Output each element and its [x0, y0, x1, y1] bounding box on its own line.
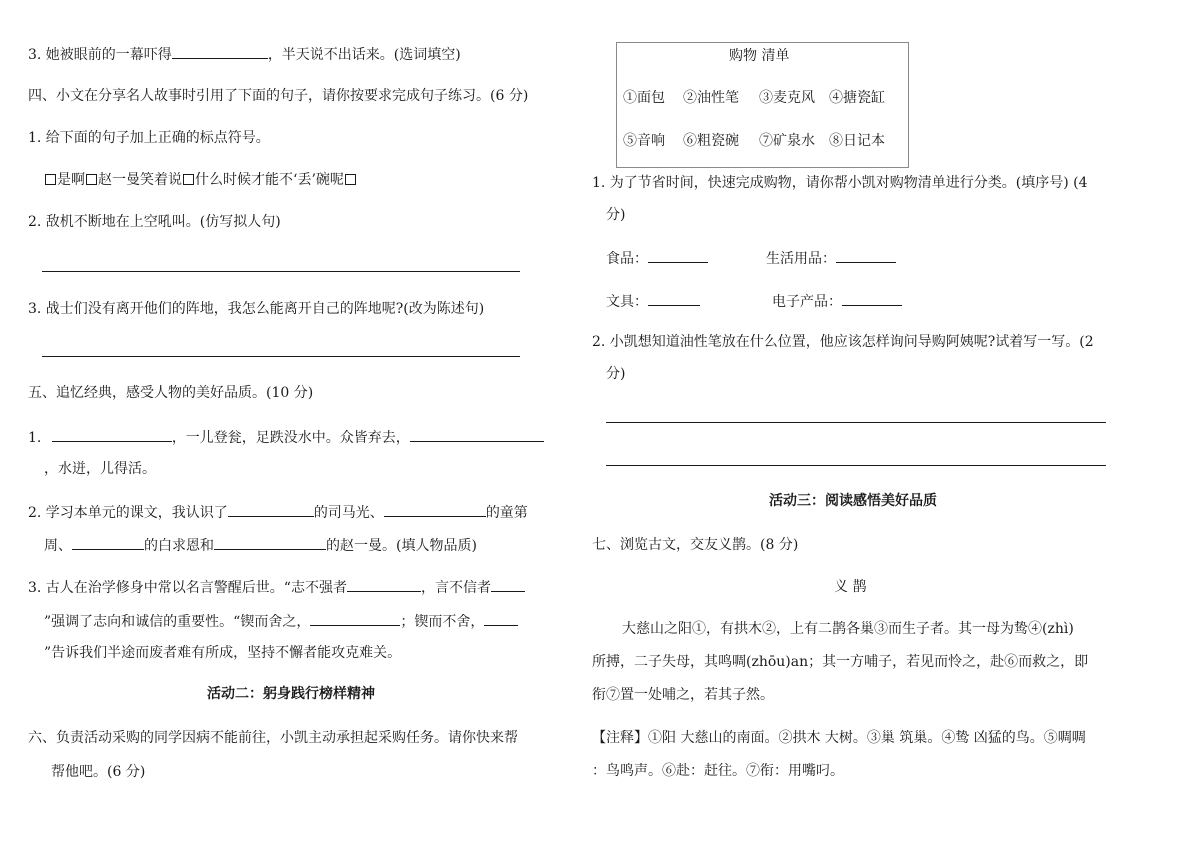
shopping-list-item: ⑧日记本 — [829, 133, 885, 149]
section-5-question-2-cont: 周、 的白求恩和 的赵一曼。(填人物品质) — [44, 538, 477, 554]
stationery-category: 文具： — [606, 293, 700, 309]
punctuation-box[interactable] — [86, 174, 97, 185]
answer-blank[interactable] — [228, 504, 314, 517]
section-4-question-1: 1. 给下面的句子加上正确的标点符号。 — [28, 130, 270, 146]
section-5-question-1-cont: ，水迸，儿得活。 — [44, 461, 156, 477]
stationery-answer-blank[interactable] — [648, 293, 700, 306]
shopping-list-box — [616, 42, 909, 168]
classical-text-line: 衔⑦置一处哺之，若其子然。 — [592, 687, 774, 703]
answer-line[interactable] — [42, 356, 520, 357]
annotation-line: ：鸟鸣声。⑥赴：赶往。⑦衔：用嘴叼。 — [592, 763, 844, 779]
answer-blank[interactable] — [384, 504, 486, 517]
section-5-question-2: 2. 学习本单元的课文，我认识了 的司马光、 的童第 — [28, 505, 528, 521]
section-7-title: 七、浏览古文，交友义鹊。(8 分) — [592, 537, 799, 553]
classical-text-title: 义 鹊 — [834, 579, 867, 595]
shopping-list-item: ②油性笔 — [683, 90, 739, 106]
section-5-question-3-cont2: ”告诉我们半途而废者难有所成，坚持不懈者能攻克难关。 — [44, 645, 402, 661]
section-5-question-1: 1. ，一儿登瓮，足跌没水中。众皆弃去， — [28, 429, 544, 445]
activity-2-heading: 活动二：躬身践行榜样精神 — [207, 686, 375, 702]
answer-line[interactable] — [42, 271, 520, 272]
shopping-list-item: ⑥粗瓷碗 — [683, 133, 739, 149]
shopping-list-item: ⑦矿泉水 — [759, 133, 815, 149]
punctuation-box[interactable] — [45, 174, 56, 185]
section-6-title: 六、负责活动采购的同学因病不能前往，小凯主动承担起采购任务。请你快来帮 — [28, 730, 518, 746]
daily-goods-answer-blank[interactable] — [836, 250, 896, 263]
shopping-list-item: ⑤音响 — [623, 133, 665, 149]
food-category: 食品： — [606, 250, 708, 266]
section-5-question-3: 3. 古人在治学修身中常以名言警醒后世。“志不强者 ，言不信者 — [28, 579, 525, 595]
section-6-question-2: 2. 小凯想知道油性笔放在什么位置，他应该怎样询问导购阿姨呢?试着写一写。(2 — [592, 334, 1094, 350]
question-3-fill: 3. 她被眼前的一幕吓得 ，半天说不出话来。(选词填空) — [28, 47, 461, 63]
daily-goods-category: 生活用品： — [766, 250, 896, 266]
answer-blank[interactable] — [52, 429, 172, 442]
shopping-list-item: ④搪瓷缸 — [829, 90, 885, 106]
answer-line[interactable] — [606, 465, 1106, 466]
answer-blank[interactable] — [172, 46, 268, 59]
answer-blank[interactable] — [347, 579, 421, 592]
section-4-question-3: 3. 战士们没有离开他们的阵地，我怎么能离开自己的阵地呢?(改为陈述句) — [28, 301, 485, 317]
answer-blank[interactable] — [214, 537, 326, 550]
section-6-question-1-cont: 分) — [606, 207, 626, 223]
punctuation-box[interactable] — [183, 174, 194, 185]
shopping-list-title: 购物 清单 — [729, 48, 790, 64]
classical-text-line: 大慈山之阳①，有拱木②，上有二鹊各巢③而生子者。其一母为鸷④(zhì) — [622, 621, 1074, 637]
section-5-title: 五、追忆经典，感受人物的美好品质。(10 分) — [28, 385, 314, 401]
section-4-title: 四、小文在分享名人故事时引用了下面的句子，请你按要求完成句子练习。(6 分) — [28, 88, 529, 104]
punctuation-box[interactable] — [345, 174, 356, 185]
activity-3-heading: 活动三：阅读感悟美好品质 — [769, 493, 937, 509]
shopping-list-item: ①面包 — [623, 90, 665, 106]
section-5-question-3-cont: ”强调了志向和诚信的重要性。“锲而舍之， ；锲而不舍， — [44, 613, 518, 629]
answer-blank[interactable] — [410, 429, 544, 442]
electronics-answer-blank[interactable] — [842, 293, 902, 306]
annotation-line: 【注释】①阳 大慈山的南面。②拱木 大树。③巢 筑巢。④鸷 凶猛的鸟。⑤啁啁 — [592, 730, 1086, 746]
electronics-category: 电子产品： — [772, 293, 902, 309]
section-4-question-2: 2. 敌机不断地在上空吼叫。(仿写拟人句) — [28, 214, 281, 230]
answer-blank[interactable] — [491, 579, 525, 592]
section-6-title-cont: 帮他吧。(6 分) — [51, 764, 146, 780]
food-answer-blank[interactable] — [648, 250, 708, 263]
section-6-question-2-cont: 分) — [606, 366, 626, 382]
punctuation-sentence: 是啊 赵一曼笑着说 什么时候才能不‘丢’碗呢 — [44, 173, 357, 187]
answer-blank[interactable] — [72, 537, 144, 550]
answer-blank[interactable] — [484, 613, 518, 626]
section-6-question-1: 1. 为了节省时间，快速完成购物，请你帮小凯对购物清单进行分类。(填序号) (4 — [592, 175, 1088, 191]
answer-blank[interactable] — [310, 613, 400, 626]
shopping-list-item: ③麦克风 — [759, 90, 815, 106]
classical-text-line: 所搏，二子失母，其鸣啁(zhōu)an；其一方哺子，若见而怜之，赴⑥而救之，即 — [592, 654, 1089, 670]
answer-line[interactable] — [606, 422, 1106, 423]
